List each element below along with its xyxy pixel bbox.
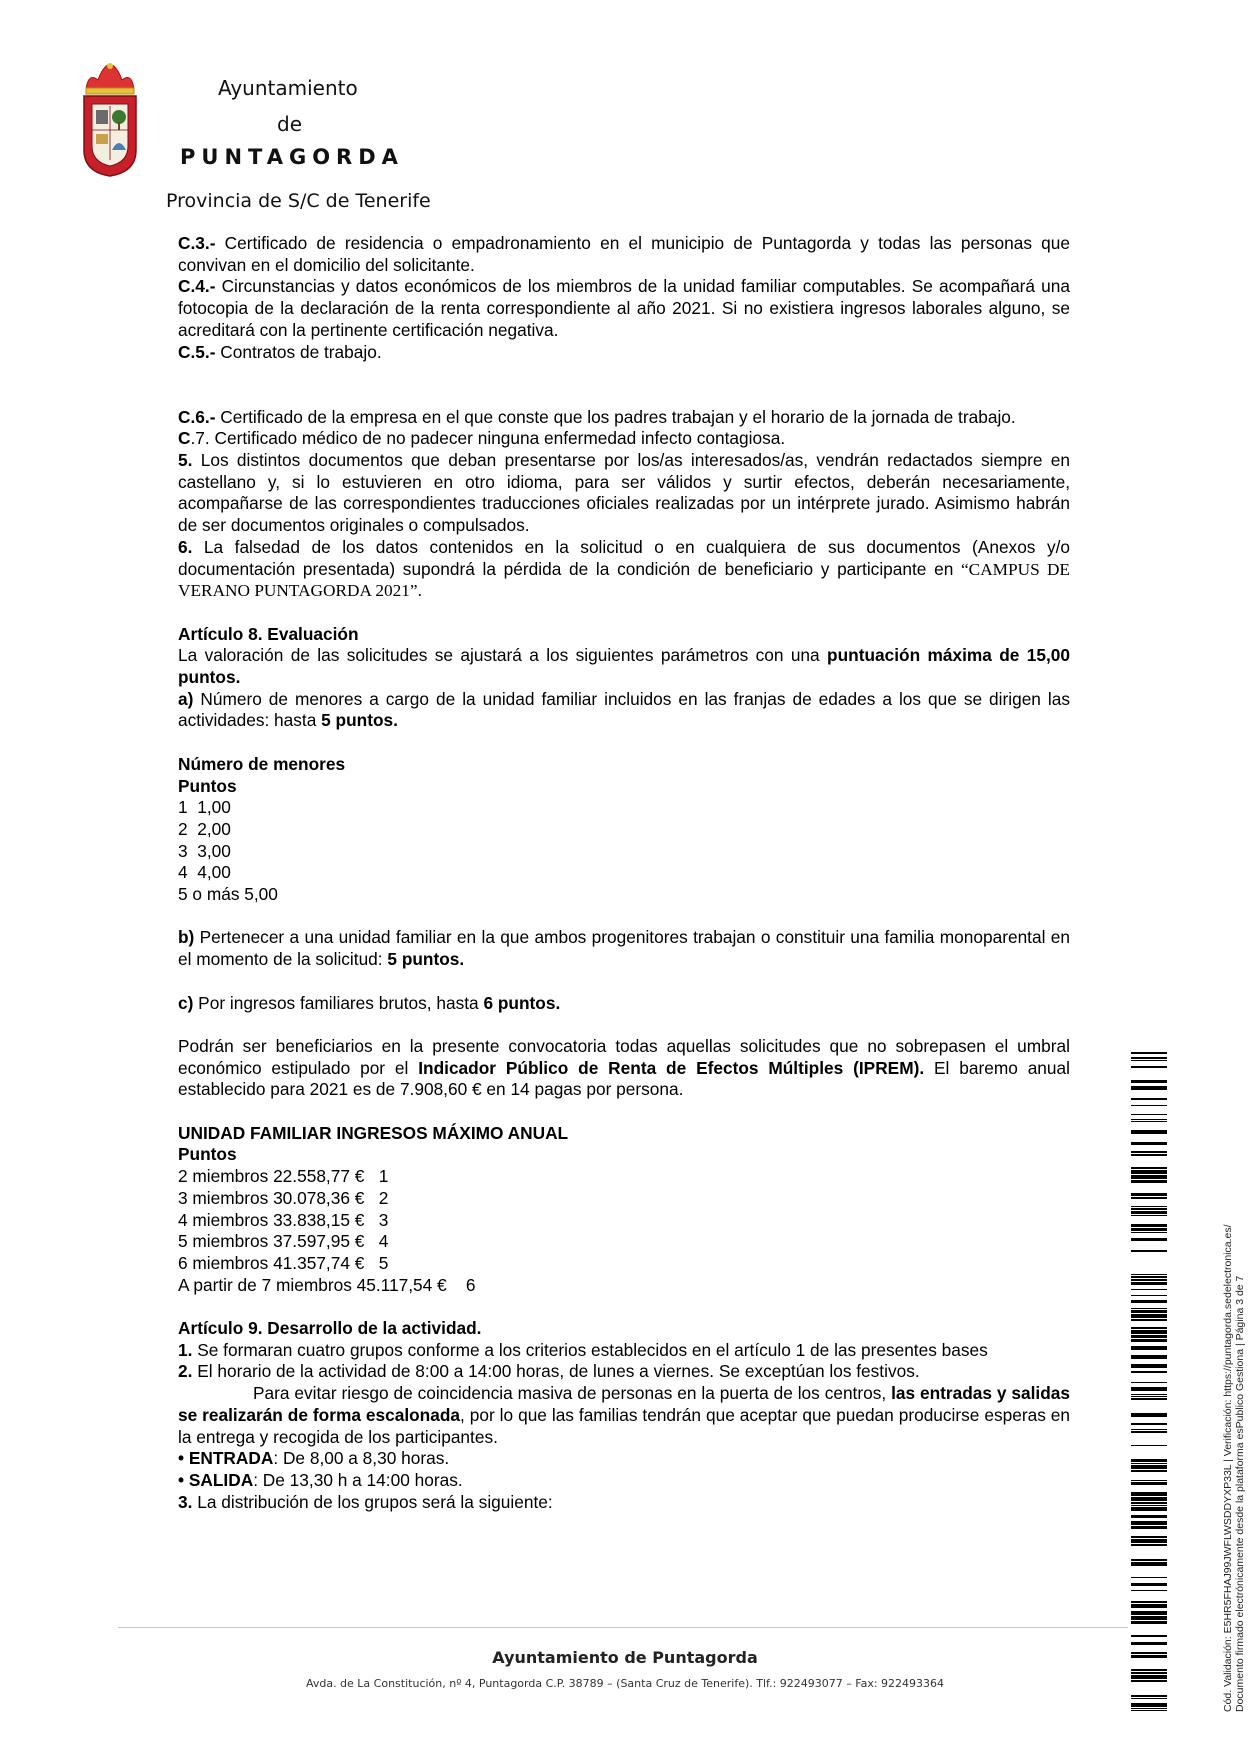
table2-row: 5 miembros 37.597,95 € 4 bbox=[178, 1231, 389, 1252]
header-line-de: de bbox=[277, 112, 302, 136]
entrada-item: • ENTRADA: De 8,00 a 8,30 horas. bbox=[178, 1448, 450, 1469]
barcode-icon bbox=[1131, 1052, 1167, 1715]
paragraph-5: 5. Los distintos documentos que deban presentarse por los/as interesados/as, vendrán redactados siempre en castellano y, si lo estuvieren en otro idioma, para ser válidos y surtir efectos, deberán necesariamente, acompañarse de las correspondientes traducciones oficiales realizadas por un intérprete jurado. Asimismo habrán de ser documentos originales o compulsados. bbox=[178, 450, 1070, 536]
article-8-intro: La valoración de las solicitudes se ajustará a los siguientes parámetros con una puntuación máxima de 15,00 puntos. bbox=[178, 645, 1071, 688]
table1-row: 3 3,00 bbox=[178, 840, 231, 861]
table2-header: UNIDAD FAMILIAR INGRESOS MÁXIMO ANUAL bbox=[178, 1122, 569, 1143]
table1-row: 5 o más 5,00 bbox=[178, 884, 278, 905]
paragraph-c3: C.3.- Certificado de residencia o empadronamiento en el municipio de Puntagorda y todas las personas que convivan en el domicilio del solicitante. bbox=[178, 233, 1070, 275]
header-line-ayuntamiento: Ayuntamiento bbox=[218, 76, 358, 100]
footer-address: Avda. de La Constitución, nº 4, Puntagorda C.P. 38789 – (Santa Cruz de Tenerife). Tlf.: 922493077 – Fax: 922493364 bbox=[305, 1677, 945, 1690]
paragraph-c6: C.6.- Certificado de la empresa en el que conste que los padres trabajan y el horario de la jornada de trabajo. bbox=[178, 406, 1016, 427]
header-line-puntagorda: PUNTAGORDA bbox=[180, 145, 404, 169]
table2-row: 6 miembros 41.357,74 € 5 bbox=[178, 1252, 389, 1273]
table2-row: 2 miembros 22.558,77 € 1 bbox=[178, 1166, 389, 1187]
paragraph-9-1: 1. Se formaran cuatro grupos conforme a los criterios establecidos en el artículo 1 de las presentes bases bbox=[178, 1339, 988, 1360]
footer-divider bbox=[118, 1627, 1128, 1628]
table2-subheader: Puntos bbox=[178, 1144, 237, 1165]
paragraph-9-3: 3. La distribución de los grupos será la siguiente: bbox=[178, 1491, 553, 1512]
paragraph-beneficiarios: Podrán ser beneficiarios en la presente convocatoria todas aquellas solicitudes que no sobrepasen el umbral económico estipulado por el Indicador Público de Renta de Efectos Múltiples (IPREM). El baremo anual establecido para 2021 es de 7.908,60 € en 14 pagas por persona. bbox=[178, 1035, 1070, 1100]
table1-subheader: Puntos bbox=[178, 775, 237, 796]
table2-row: 3 miembros 30.078,36 € 2 bbox=[178, 1187, 389, 1208]
verification-text: Cód. Validación: E5HR5FHAJ99JWFLWSDDYXP33L | Verificación: https://puntagorda.sedelectronica.es/ Documento firmado electrónicamente desde la plataforma esPublico Gestiona | Página 3 de 7 bbox=[1222, 1224, 1246, 1712]
coat-of-arms-icon bbox=[78, 60, 142, 180]
table2-row: 4 miembros 33.838,15 € 3 bbox=[178, 1209, 389, 1230]
paragraph-9-2: 2. El horario de la actividad de 8:00 a 14:00 horas, de lunes a viernes. Se exceptúan los festivos. bbox=[178, 1361, 920, 1382]
document-body bbox=[178, 233, 1070, 1513]
header-line-provincia: Provincia de S/C de Tenerife bbox=[166, 190, 431, 212]
table2-row: A partir de 7 miembros 45.117,54 € 6 bbox=[178, 1274, 476, 1295]
article-8-title: Artículo 8. Evaluación bbox=[178, 623, 359, 644]
salida-item: • SALIDA: De 13,30 h a 14:00 horas. bbox=[178, 1469, 463, 1490]
table1-header: Número de menores bbox=[178, 753, 346, 774]
paragraph-c4: C.4.- Circunstancias y datos económicos de los miembros de la unidad familiar computables. Se acompañará una fotocopia de la declaración de la renta correspondiente al año 2021. Si no existiera ingresos laborales alguno, se acreditará con la pertinente certificación negativa. bbox=[178, 276, 1070, 340]
paragraph-a: a) Número de menores a cargo de la unidad familiar incluidos en las franjas de edades a los que se dirigen las actividades: hasta 5 puntos. bbox=[178, 688, 1070, 731]
paragraph-9-2b: Para evitar riesgo de coincidencia masiva de personas en la puerta de los centros, las entradas y salidas se realizarán de forma escalonada, por lo que las familias tendrán que aceptar que puedan producirse esperas en la entrega y recogida de los participantes. bbox=[178, 1383, 1070, 1447]
article-9-title: Artículo 9. Desarrollo de la actividad. bbox=[178, 1318, 482, 1339]
table1-row: 4 4,00 bbox=[178, 862, 231, 883]
table1-row: 2 2,00 bbox=[178, 818, 231, 839]
paragraph-b: b) Pertenecer a una unidad familiar en la que ambos progenitores trabajan o constituir una familia monoparental en el momento de la solicitud: 5 puntos. bbox=[178, 927, 1070, 970]
footer-title: Ayuntamiento de Puntagorda bbox=[492, 1648, 758, 1667]
paragraph-c: c) Por ingresos familiares brutos, hasta 6 puntos. bbox=[178, 992, 561, 1013]
table1-row: 1 1,00 bbox=[178, 797, 231, 818]
paragraph-c7: C.7. Certificado médico de no padecer ninguna enfermedad infecto contagiosa. bbox=[178, 428, 786, 449]
paragraph-c5: C.5.- Contratos de trabajo. bbox=[178, 341, 382, 362]
paragraph-6: 6. La falsedad de los datos contenidos en la solicitud o en cualquiera de sus documentos (Anexos y/o documentación presentada) supondrá la pérdida de la condición de beneficiario y participante en “CAMPUS DE VERANO PUNTAGORDA 2021”. bbox=[178, 536, 1070, 601]
